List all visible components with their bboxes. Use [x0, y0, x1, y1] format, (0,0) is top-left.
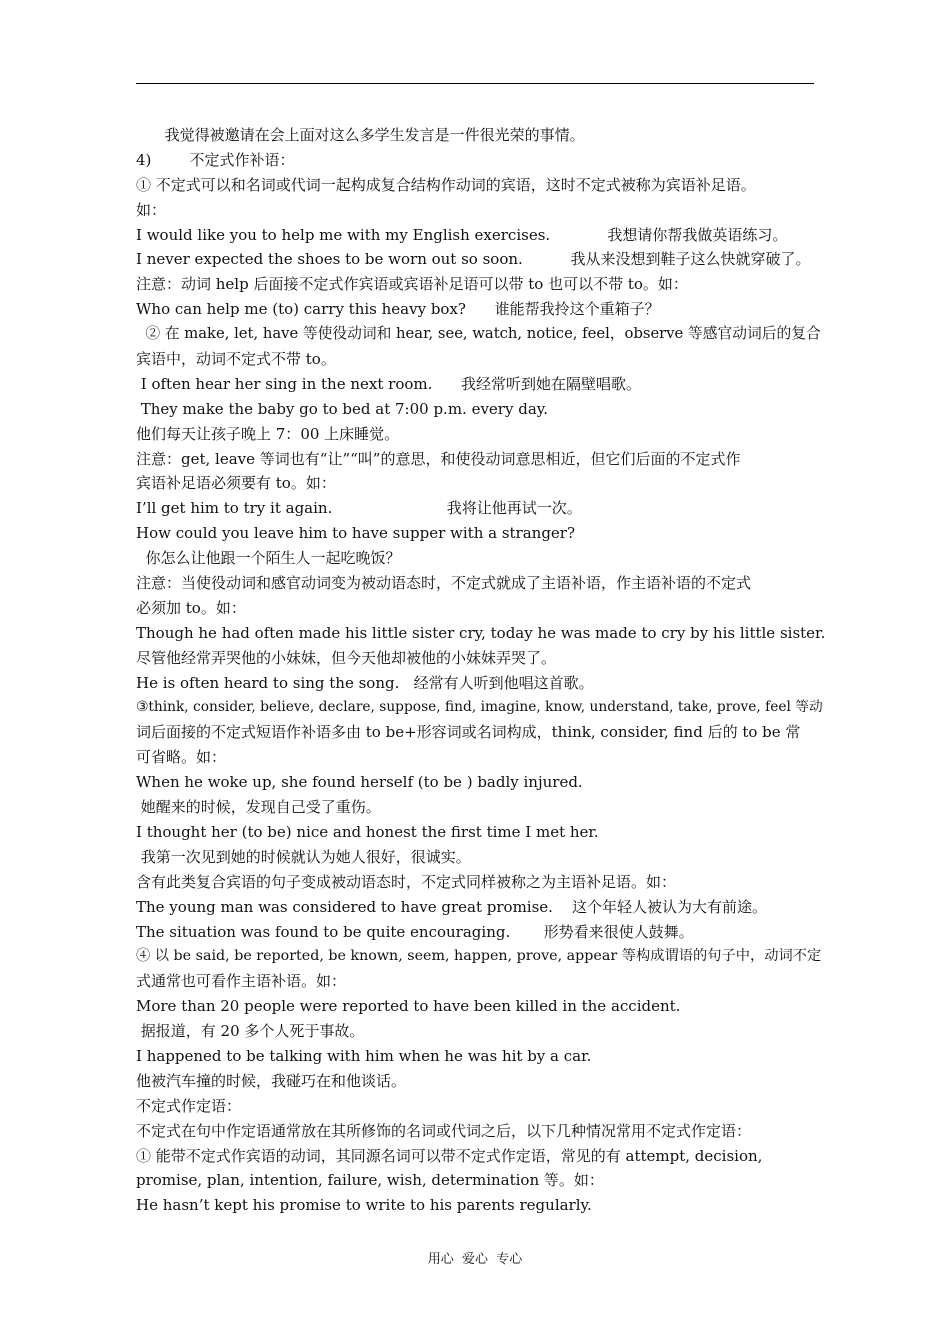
text-line: ① 能带不定式作宾语的动词，其同源名词可以带不定式作定语，常见的有 attempt, decision, [136, 1146, 763, 1165]
text-line: Though he had often made his little sister cry, today he was made to cry by his little sister. [136, 623, 826, 642]
text-line: 她醒来的时候，发现自己受了重伤。 [136, 798, 381, 817]
page-footer: 用心 爱心 专心 [427, 1252, 523, 1267]
text-line: 不定式在句中作定语通常放在其所修饰的名词或代词之后，以下几种情况常用不定式作定语： [136, 1121, 752, 1140]
document-body [136, 123, 826, 1218]
text-line: 词后面接的不定式短语作补语多由 to be+形容词或名词构成，think, consider, find 后的 to be 常 [136, 723, 801, 742]
text-line: I never expected the shoes to be worn out so soon. 我从来没想到鞋子这么快就穿破了。 [136, 250, 811, 269]
text-line: 必须加 to。如： [136, 598, 246, 617]
text-line: The situation was found to be quite encouraging. 形势看来很使人鼓舞。 [136, 922, 694, 941]
text-line: 注意：get, leave 等词也有“让”“叫”的意思，和使役动词意思相近，但它们后面的不定式作 [136, 449, 741, 468]
text-line: 式通常也可看作主语补语。如： [136, 972, 347, 991]
text-line: 注意：动词 help 后面接不定式作宾语或宾语补足语可以带 to 也可以不带 to。如： [136, 275, 688, 294]
text-line: 尽管他经常弄哭他的小妹妹，但今天他却被他的小妹妹弄哭了。 [136, 648, 557, 667]
text-line: How could you leave him to have supper with a stranger? [136, 524, 576, 543]
text-line: When he woke up, she found herself (to be ) badly injured. [136, 773, 583, 792]
text-line: 如： [136, 200, 167, 219]
text-line: 他被汽车撞的时候，我碰巧在和他谈话。 [136, 1071, 407, 1090]
text-line: I often hear her sing in the next room. 我经常听到她在隔壁唱歌。 [136, 374, 641, 393]
text-line: More than 20 people were reported to have been killed in the accident. [136, 997, 681, 1016]
text-line: 你怎么让他跟一个陌生人一起吃晚饭？ [136, 549, 401, 568]
text-line: 含有此类复合宾语的句子变成被动语态时，不定式同样被称之为主语补足语。如： [136, 872, 677, 891]
text-line: 据报道，有 20 多个人死于事故。 [136, 1022, 365, 1041]
text-line: I would like you to help me with my English exercises. 我想请你帮我做英语练习。 [136, 225, 788, 244]
text-line: I thought her (to be) nice and honest the first time I met her. [136, 822, 599, 841]
text-line: ① 不定式可以和名词或代词一起构成复合结构作动词的宾语，这时不定式被称为宾语补足语。 [136, 175, 756, 194]
text-line: 我觉得被邀请在会上面对这么多学生发言是一件很光荣的事情。 [136, 126, 585, 144]
text-line: 注意：当使役动词和感官动词变为被动语态时，不定式就成了主语补语，作主语补语的不定式 [136, 574, 752, 593]
text-line: ④ 以 be said, be reported, be known, seem, happen, prove, appear 等构成谓语的句子中，动词不定 [136, 948, 822, 965]
text-line: 我第一次见到她的时候就认为她人很好，很诚实。 [136, 847, 471, 866]
text-line: 不定式作定语： [136, 1096, 242, 1115]
text-line: promise, plan, intention, failure, wish, determination 等。如： [136, 1171, 604, 1190]
text-line: The young man was considered to have great promise. 这个年轻人被认为大有前途。 [136, 897, 768, 916]
text-line: ③think, consider, believe, declare, suppose, find, imagine, know, understand, take, prove, feel 等动 [136, 699, 823, 716]
text-line: 宾语中，动词不定式不带 to。 [136, 350, 336, 369]
text-line: 可省略。如： [136, 748, 227, 767]
text-line: Who can help me (to) carry this heavy box? 谁能帮我拎这个重箱子？ [136, 300, 660, 319]
text-line: I happened to be talking with him when he was hit by a car. [136, 1046, 592, 1065]
text-line: They make the baby go to bed at 7:00 p.m. every day. [136, 399, 549, 418]
text-line: He is often heard to sing the song. 经常有人听到他唱这首歌。 [136, 673, 594, 692]
header-rule [136, 83, 814, 84]
text-line: 他们每天让孩子晚上 7：00 上床睡觉。 [136, 424, 400, 443]
text-line: 宾语补足语必须要有 to。如： [136, 474, 336, 493]
text-line: He hasn’t kept his promise to write to his parents regularly. [136, 1196, 592, 1215]
text-line: I’ll get him to try it again. 我将让他再试一次。 [136, 499, 582, 518]
text-line: 4) 不定式作补语： [136, 150, 295, 169]
text-line: ② 在 make, let, have 等使役动词和 hear, see, watch, notice, feel，observe 等感官动词后的复合 [136, 325, 821, 343]
